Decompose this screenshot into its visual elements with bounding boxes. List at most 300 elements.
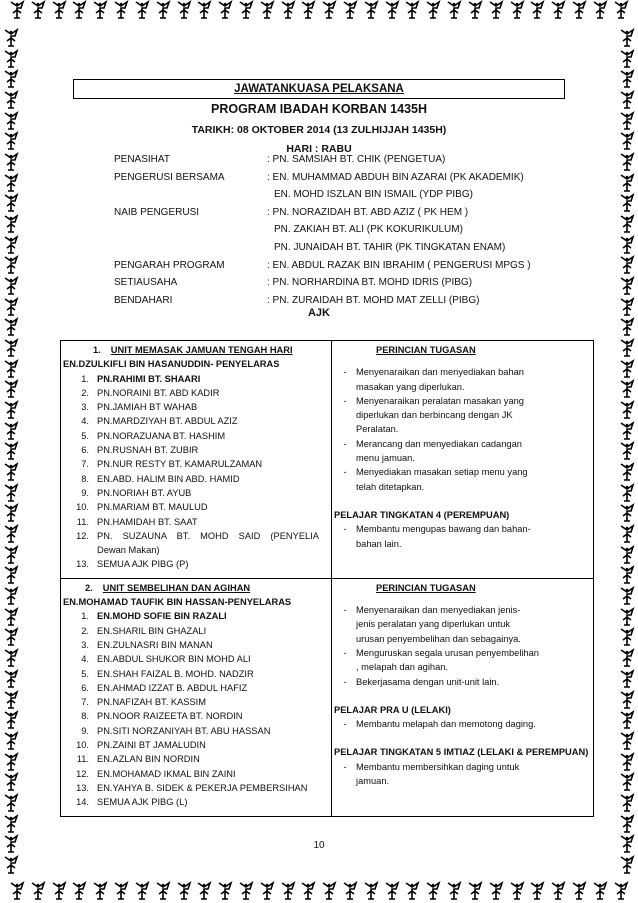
ornament-icon <box>2 28 20 48</box>
member-name: EN.ABDUL SHUKOR BIN MOHD ALI <box>97 654 251 665</box>
task-text: Membantu melapah dan memotong daging. <box>356 719 536 730</box>
ornament-icon <box>618 524 636 544</box>
ornament-icon <box>445 0 463 22</box>
program-title: PROGRAM IBADAH KORBAN 1435H <box>211 102 427 116</box>
member-number: 4. <box>81 416 89 427</box>
task-text-cont: menu jamuan. <box>356 453 415 464</box>
task-text-block <box>356 646 586 675</box>
member-number: 7. <box>81 459 89 470</box>
task-text: Menyenaraikan peralatan masakan yang <box>356 395 524 406</box>
ornament-icon <box>29 881 47 903</box>
ornament-icon <box>8 0 26 22</box>
member-name: PN.HAMIDAH BT. SAAT <box>97 516 198 527</box>
member-item <box>63 609 327 623</box>
ornament-icon <box>195 881 213 903</box>
member-name: PN.MARIAM BT. MAULUD <box>97 502 208 513</box>
member-item <box>63 400 327 414</box>
task-bullet: - <box>343 719 347 730</box>
ornament-icon <box>612 881 630 903</box>
official-name: PN. ZAKIAH BT. ALI (PK KOKURIKULUM) <box>274 224 463 236</box>
member-name: EN.AZLAN BIN NORDIN <box>97 754 200 765</box>
member-number: 5. <box>81 668 89 679</box>
task-item <box>334 717 589 731</box>
ornament-icon <box>618 752 636 772</box>
ornament-icon <box>508 0 526 22</box>
section-members-cell <box>61 578 332 816</box>
task-text-block <box>356 437 586 466</box>
ornament-icon <box>8 881 26 903</box>
task-item <box>334 465 589 494</box>
ornament-icon <box>618 338 636 358</box>
ornament-icon <box>2 855 20 875</box>
ornament-icon <box>2 276 20 296</box>
ornament-icon <box>612 0 630 22</box>
ornament-icon <box>618 69 636 89</box>
ornament-icon <box>2 814 20 834</box>
student-group-title: PELAJAR PRA U (LELAKI) <box>334 704 451 715</box>
ornament-icon <box>341 881 359 903</box>
member-number: 13. <box>76 559 89 570</box>
student-group-title: PELAJAR TINGKATAN 4 (PEREMPUAN) <box>334 509 510 520</box>
task-text-cont: bahan lain. <box>356 538 402 549</box>
ornament-icon <box>2 400 20 420</box>
section-title-text: UNIT MEMASAK JAMUAN TENGAH HARI <box>110 345 293 355</box>
member-item <box>63 724 327 738</box>
ornament-icon <box>91 881 109 903</box>
official-name: : PN. ZURAIDAH BT. MOHD MAT ZELLI (PIBG) <box>267 294 480 306</box>
member-number: 8. <box>81 473 89 484</box>
ornament-icon <box>112 881 130 903</box>
ornament-icon <box>618 421 636 441</box>
task-text-cont: urusan penyembelihan dan sebagainya. <box>356 633 521 644</box>
member-name: PN.NAFIZAH BT. KASSIM <box>97 697 206 708</box>
member-name: PN.NORAINI BT. ABD KADIR <box>97 387 220 398</box>
section-row <box>61 578 594 816</box>
student-group-title: PELAJAR TINGKATAN 5 IMTIAZ (LELAKI & PEREMPUAN) <box>334 747 589 758</box>
member-name: EN.ABD. HALIM BIN ABD. HAMID <box>97 473 240 484</box>
task-text-block <box>356 675 586 689</box>
ornament-icon <box>618 49 636 69</box>
task-text: Menyediakan masakan setiap menu yang <box>356 467 528 478</box>
ornament-icon <box>618 276 636 296</box>
task-text-cont: jamuan. <box>356 776 390 787</box>
ornament-icon <box>2 793 20 813</box>
ornament-icon <box>2 317 20 337</box>
ornament-icon <box>618 627 636 647</box>
ornament-icon <box>591 0 609 22</box>
task-bullet: - <box>343 605 347 616</box>
ornament-icon <box>618 317 636 337</box>
ornament-icon <box>2 772 20 792</box>
tasks-title: PERINCIAN TUGASAN <box>376 582 476 593</box>
ornament-icon <box>424 881 442 903</box>
member-name: PN.NOOR RAIZEETA BT. NORDIN <box>97 711 243 722</box>
task-text: Bekerjasama dengan unit-unit lain. <box>356 676 500 687</box>
ornament-icon <box>237 0 255 22</box>
ornament-icon <box>618 648 636 668</box>
member-item <box>63 515 327 529</box>
ornament-icon <box>618 607 636 627</box>
ornament-icon <box>133 881 151 903</box>
ornament-icon <box>2 214 20 234</box>
member-item <box>63 767 327 781</box>
member-item <box>63 752 327 766</box>
member-name-cont: Dewan Makan) <box>97 545 160 556</box>
task-text-block <box>356 717 586 731</box>
ornament-icon <box>2 193 20 213</box>
ornament-icon <box>216 881 234 903</box>
member-name: EN.AHMAD IZZAT B. ABDUL HAFIZ <box>97 682 248 693</box>
ornament-icon <box>618 152 636 172</box>
section-row <box>61 341 594 579</box>
member-number: 6. <box>81 682 89 693</box>
member-name: EN.SHARIL BIN GHAZALI <box>97 625 207 636</box>
ornament-icon <box>70 881 88 903</box>
ornament-icon <box>154 0 172 22</box>
member-number: 3. <box>81 402 89 413</box>
task-bullet: - <box>343 367 347 378</box>
member-number: 2. <box>81 625 89 636</box>
task-bullet: - <box>343 647 347 658</box>
ornament-icon <box>279 0 297 22</box>
ornament-icon <box>618 565 636 585</box>
task-text: Merancang dan menyediakan cadangan <box>356 438 522 449</box>
task-text-cont: masakan yang diperlukan. <box>356 381 465 392</box>
member-number: 11. <box>76 516 89 527</box>
ornament-icon <box>29 0 47 22</box>
member-name: PN.RUSNAH BT. ZUBIR <box>97 445 199 456</box>
ornament-icon <box>618 379 636 399</box>
member-item <box>63 652 327 666</box>
ornament-icon <box>618 214 636 234</box>
task-item <box>334 760 589 789</box>
member-number: 13. <box>76 782 89 793</box>
ornament-icon <box>2 565 20 585</box>
member-number: 10. <box>76 502 89 513</box>
ornament-icon <box>2 752 20 772</box>
ornament-icon <box>403 0 421 22</box>
ornament-icon <box>383 0 401 22</box>
ornament-icon <box>2 731 20 751</box>
ornament-icon <box>2 586 20 606</box>
ornament-icon <box>570 881 588 903</box>
member-name: SEMUA AJK PIBG (L) <box>97 797 188 808</box>
member-item <box>63 795 327 809</box>
member-item <box>63 372 327 386</box>
member-item <box>63 529 327 543</box>
task-text: Menyenaraikan dan menyediakan bahan <box>356 367 524 378</box>
task-text-cont: , melapah dan agihan. <box>356 662 449 673</box>
member-number: 10. <box>76 740 89 751</box>
ornament-icon <box>508 881 526 903</box>
ornament-icon <box>2 669 20 689</box>
ornament-icon <box>70 0 88 22</box>
member-item <box>63 443 327 457</box>
ornament-icon <box>258 0 276 22</box>
task-item <box>334 646 589 675</box>
task-item <box>334 394 589 437</box>
task-item <box>334 675 589 689</box>
task-bullet: - <box>343 524 347 535</box>
member-item <box>63 386 327 400</box>
ornament-icon <box>618 173 636 193</box>
member-number: 11. <box>76 754 89 765</box>
ornament-icon <box>2 524 20 544</box>
task-text: Membantu mengupas bawang dan bahan- <box>356 524 531 535</box>
ornament-icon <box>258 881 276 903</box>
ornament-icon <box>2 503 20 523</box>
task-text-cont: jenis peralatan yang diperlukan untuk <box>356 619 511 630</box>
ornament-icon <box>2 462 20 482</box>
ornament-icon <box>528 881 546 903</box>
member-number: 12. <box>76 768 89 779</box>
ornament-icon <box>50 881 68 903</box>
page-number: 10 <box>313 840 325 851</box>
ornament-icon <box>2 710 20 730</box>
ornament-icon <box>2 173 20 193</box>
member-name: PN. SUZAUNA BT. MOHD SAID (PENYELIA <box>97 530 319 541</box>
task-text-block <box>356 603 586 646</box>
official-role: BENDAHARI <box>114 294 173 306</box>
ornament-icon <box>2 627 20 647</box>
program-date: TARIKH: 08 OKTOBER 2014 (13 ZULHIJJAH 1435H) <box>191 124 447 136</box>
ornament-icon <box>383 881 401 903</box>
member-item <box>63 624 327 638</box>
ornament-icon <box>618 503 636 523</box>
ornament-icon <box>2 235 20 255</box>
ornament-icon <box>50 0 68 22</box>
task-item <box>334 437 589 466</box>
ornament-icon <box>618 586 636 606</box>
ornament-icon <box>618 545 636 565</box>
member-name: PN.JAMIAH BT WAHAB <box>97 402 198 413</box>
official-role: NAIB PENGERUSI <box>114 206 200 218</box>
ornament-icon <box>466 881 484 903</box>
ornament-icon <box>341 0 359 22</box>
member-item <box>63 457 327 471</box>
section-tasks-cell <box>332 341 594 579</box>
ornament-icon <box>2 359 20 379</box>
member-number: 1. <box>81 611 89 622</box>
task-item <box>334 522 589 551</box>
ornament-icon <box>618 690 636 710</box>
task-bullet: - <box>343 467 347 478</box>
ornament-icon <box>618 710 636 730</box>
ornament-icon <box>2 607 20 627</box>
committee-title: JAWATANKUASA PELAKSANA <box>73 79 565 99</box>
section-title <box>63 343 327 357</box>
official-name: : PN. NORAZIDAH BT. ABD AZIZ ( PK HEM ) <box>267 206 469 218</box>
ornament-icon <box>2 421 20 441</box>
member-number: 6. <box>81 445 89 456</box>
member-item <box>63 667 327 681</box>
ornament-icon <box>618 235 636 255</box>
ornament-icon <box>618 441 636 461</box>
member-name: PN.ZAINI BT JAMALUDIN <box>97 740 206 751</box>
page-border-top <box>0 0 638 22</box>
ornament-icon <box>216 0 234 22</box>
ornament-icon <box>549 0 567 22</box>
ornament-icon <box>618 814 636 834</box>
ornament-icon <box>2 441 20 461</box>
member-name: EN.SHAH FAIZAL B. MOHD. NADZIR <box>97 668 254 679</box>
member-name: SEMUA AJK PIBG (P) <box>97 559 189 570</box>
member-number: 5. <box>81 430 89 441</box>
section-coordinator: EN.MOHAMAD TAUFIK BIN HASSAN-PENYELARAS <box>63 597 292 608</box>
ornament-icon <box>618 669 636 689</box>
official-role: PENGARAH PROGRAM <box>114 259 225 271</box>
task-item <box>334 365 589 394</box>
member-item <box>63 486 327 500</box>
member-number: 4. <box>81 654 89 665</box>
member-item <box>63 414 327 428</box>
ornament-icon <box>320 881 338 903</box>
member-number: 12. <box>76 530 89 541</box>
ornament-icon <box>299 0 317 22</box>
section-title <box>63 581 327 595</box>
member-item <box>63 695 327 709</box>
ornament-icon <box>320 0 338 22</box>
ornament-icon <box>618 359 636 379</box>
official-role: PENGERUSI BERSAMA <box>114 171 225 183</box>
task-bullet: - <box>343 761 347 772</box>
ornament-icon <box>2 152 20 172</box>
ornament-icon <box>112 0 130 22</box>
task-text: Membantu membersihkan daging untuk <box>356 761 520 772</box>
member-item <box>63 681 327 695</box>
member-number: 2. <box>81 387 89 398</box>
official-name: PN. JUNAIDAH BT. TAHIR (PK TINGKATAN ENAM) <box>274 242 506 253</box>
ornament-icon <box>362 881 380 903</box>
task-text-block <box>356 365 586 394</box>
member-item <box>63 709 327 723</box>
official-name: EN. MOHD ISZLAN BIN ISMAIL (YDP PIBG) <box>274 189 473 201</box>
ornament-icon <box>279 881 297 903</box>
member-name: PN.NUR RESTY BT. KAMARULZAMAN <box>97 459 263 470</box>
official-name: : PN. SAMSIAH BT. CHIK (PENGETUA) <box>267 154 446 165</box>
member-number: 9. <box>81 487 89 498</box>
ornament-icon <box>2 483 20 503</box>
member-item <box>63 500 327 514</box>
program-day: HARI : RABU <box>286 143 352 155</box>
ornament-icon <box>424 0 442 22</box>
ornament-icon <box>618 772 636 792</box>
page-border-bottom <box>0 881 638 903</box>
member-item <box>63 638 327 652</box>
member-number: 1. <box>81 373 89 384</box>
member-item <box>63 472 327 486</box>
ornament-icon <box>618 855 636 875</box>
ornament-icon <box>2 379 20 399</box>
ornament-icon <box>195 0 213 22</box>
member-item <box>63 429 327 443</box>
ornament-icon <box>154 881 172 903</box>
section-number: 2. <box>85 582 93 593</box>
ornament-icon <box>237 881 255 903</box>
ornament-icon <box>549 881 567 903</box>
ajk-label: AJK <box>307 307 330 319</box>
ornament-icon <box>618 462 636 482</box>
task-text-cont: Peralatan. <box>356 424 399 435</box>
task-text-block <box>356 522 586 551</box>
ornament-icon <box>591 881 609 903</box>
ornament-icon <box>2 255 20 275</box>
member-number: 3. <box>81 639 89 650</box>
member-item <box>63 781 327 795</box>
task-text-block <box>356 760 586 789</box>
task-bullet: - <box>343 676 347 687</box>
member-name: EN.MOHD SOFIE BIN RAZALI <box>97 611 227 622</box>
official-name: : EN. MUHAMMAD ABDUH BIN AZARAI (PK AKADEMIK) <box>267 171 524 183</box>
ornament-icon <box>618 193 636 213</box>
member-name: EN.ZULNASRI BIN MANAN <box>97 639 213 650</box>
ornament-icon <box>2 648 20 668</box>
section-members-cell <box>61 341 332 579</box>
task-text-cont: telah ditetapkan. <box>356 481 425 492</box>
ornament-icon <box>618 731 636 751</box>
official-role: PENASIHAT <box>114 154 170 165</box>
member-number: 8. <box>81 711 89 722</box>
section-title-text: UNIT SEMBELIHAN DAN AGIHAN <box>102 582 251 593</box>
official-name: : EN. ABDUL RAZAK BIN IBRAHIM ( PENGERUSI MPGS ) <box>267 259 531 271</box>
ornament-icon <box>618 255 636 275</box>
ornament-icon <box>91 0 109 22</box>
member-name: PN.SITI NORZANIYAH BT. ABU HASSAN <box>97 725 271 736</box>
task-text: Menguruskan segala urusan penyembelihan <box>356 647 539 658</box>
member-name: PN.NORIAH BT. AYUB <box>97 487 192 498</box>
ornament-icon <box>618 28 636 48</box>
member-name: PN.NORAZUANA BT. HASHIM <box>97 430 226 441</box>
ornament-icon <box>445 881 463 903</box>
ornament-icon <box>175 0 193 22</box>
ornament-icon <box>2 690 20 710</box>
ornament-icon <box>175 881 193 903</box>
section-tasks-cell <box>332 578 594 816</box>
member-number: 7. <box>81 697 89 708</box>
ornament-icon <box>487 0 505 22</box>
member-name: EN.MOHAMAD IKMAL BIN ZAINI <box>97 768 236 779</box>
ornament-icon <box>2 338 20 358</box>
ornament-icon <box>299 881 317 903</box>
ornament-icon <box>403 881 421 903</box>
ornament-icon <box>2 545 20 565</box>
ornament-icon <box>2 69 20 89</box>
member-name: PN.MARDZIYAH BT. ABDUL AZIZ <box>97 416 238 427</box>
ornament-icon <box>487 881 505 903</box>
official-role: SETIAUSAHA <box>114 277 178 289</box>
member-number: 9. <box>81 725 89 736</box>
ornament-icon <box>528 0 546 22</box>
ornament-icon <box>570 0 588 22</box>
ornament-icon <box>362 0 380 22</box>
member-item <box>63 557 327 571</box>
member-name: PN.RAHIMI BT. SHAARI <box>97 373 201 384</box>
task-item <box>334 603 589 646</box>
committee-table <box>60 340 594 817</box>
task-text-cont: diperlukan dan berbincang dengan JK <box>356 410 513 421</box>
ornament-icon <box>466 0 484 22</box>
ornament-icon <box>618 400 636 420</box>
task-bullet: - <box>343 438 347 449</box>
task-text-block <box>356 465 586 494</box>
official-name: : PN. NORHARDINA BT. MOHD IDRIS (PIBG) <box>267 277 473 289</box>
task-bullet: - <box>343 395 347 406</box>
ornament-icon <box>133 0 151 22</box>
member-item <box>63 738 327 752</box>
section-number: 1. <box>93 345 101 355</box>
section-coordinator: EN.DZULKIFLI BIN HASANUDDIN- PENYELARAS <box>63 359 280 370</box>
ornament-icon <box>618 483 636 503</box>
